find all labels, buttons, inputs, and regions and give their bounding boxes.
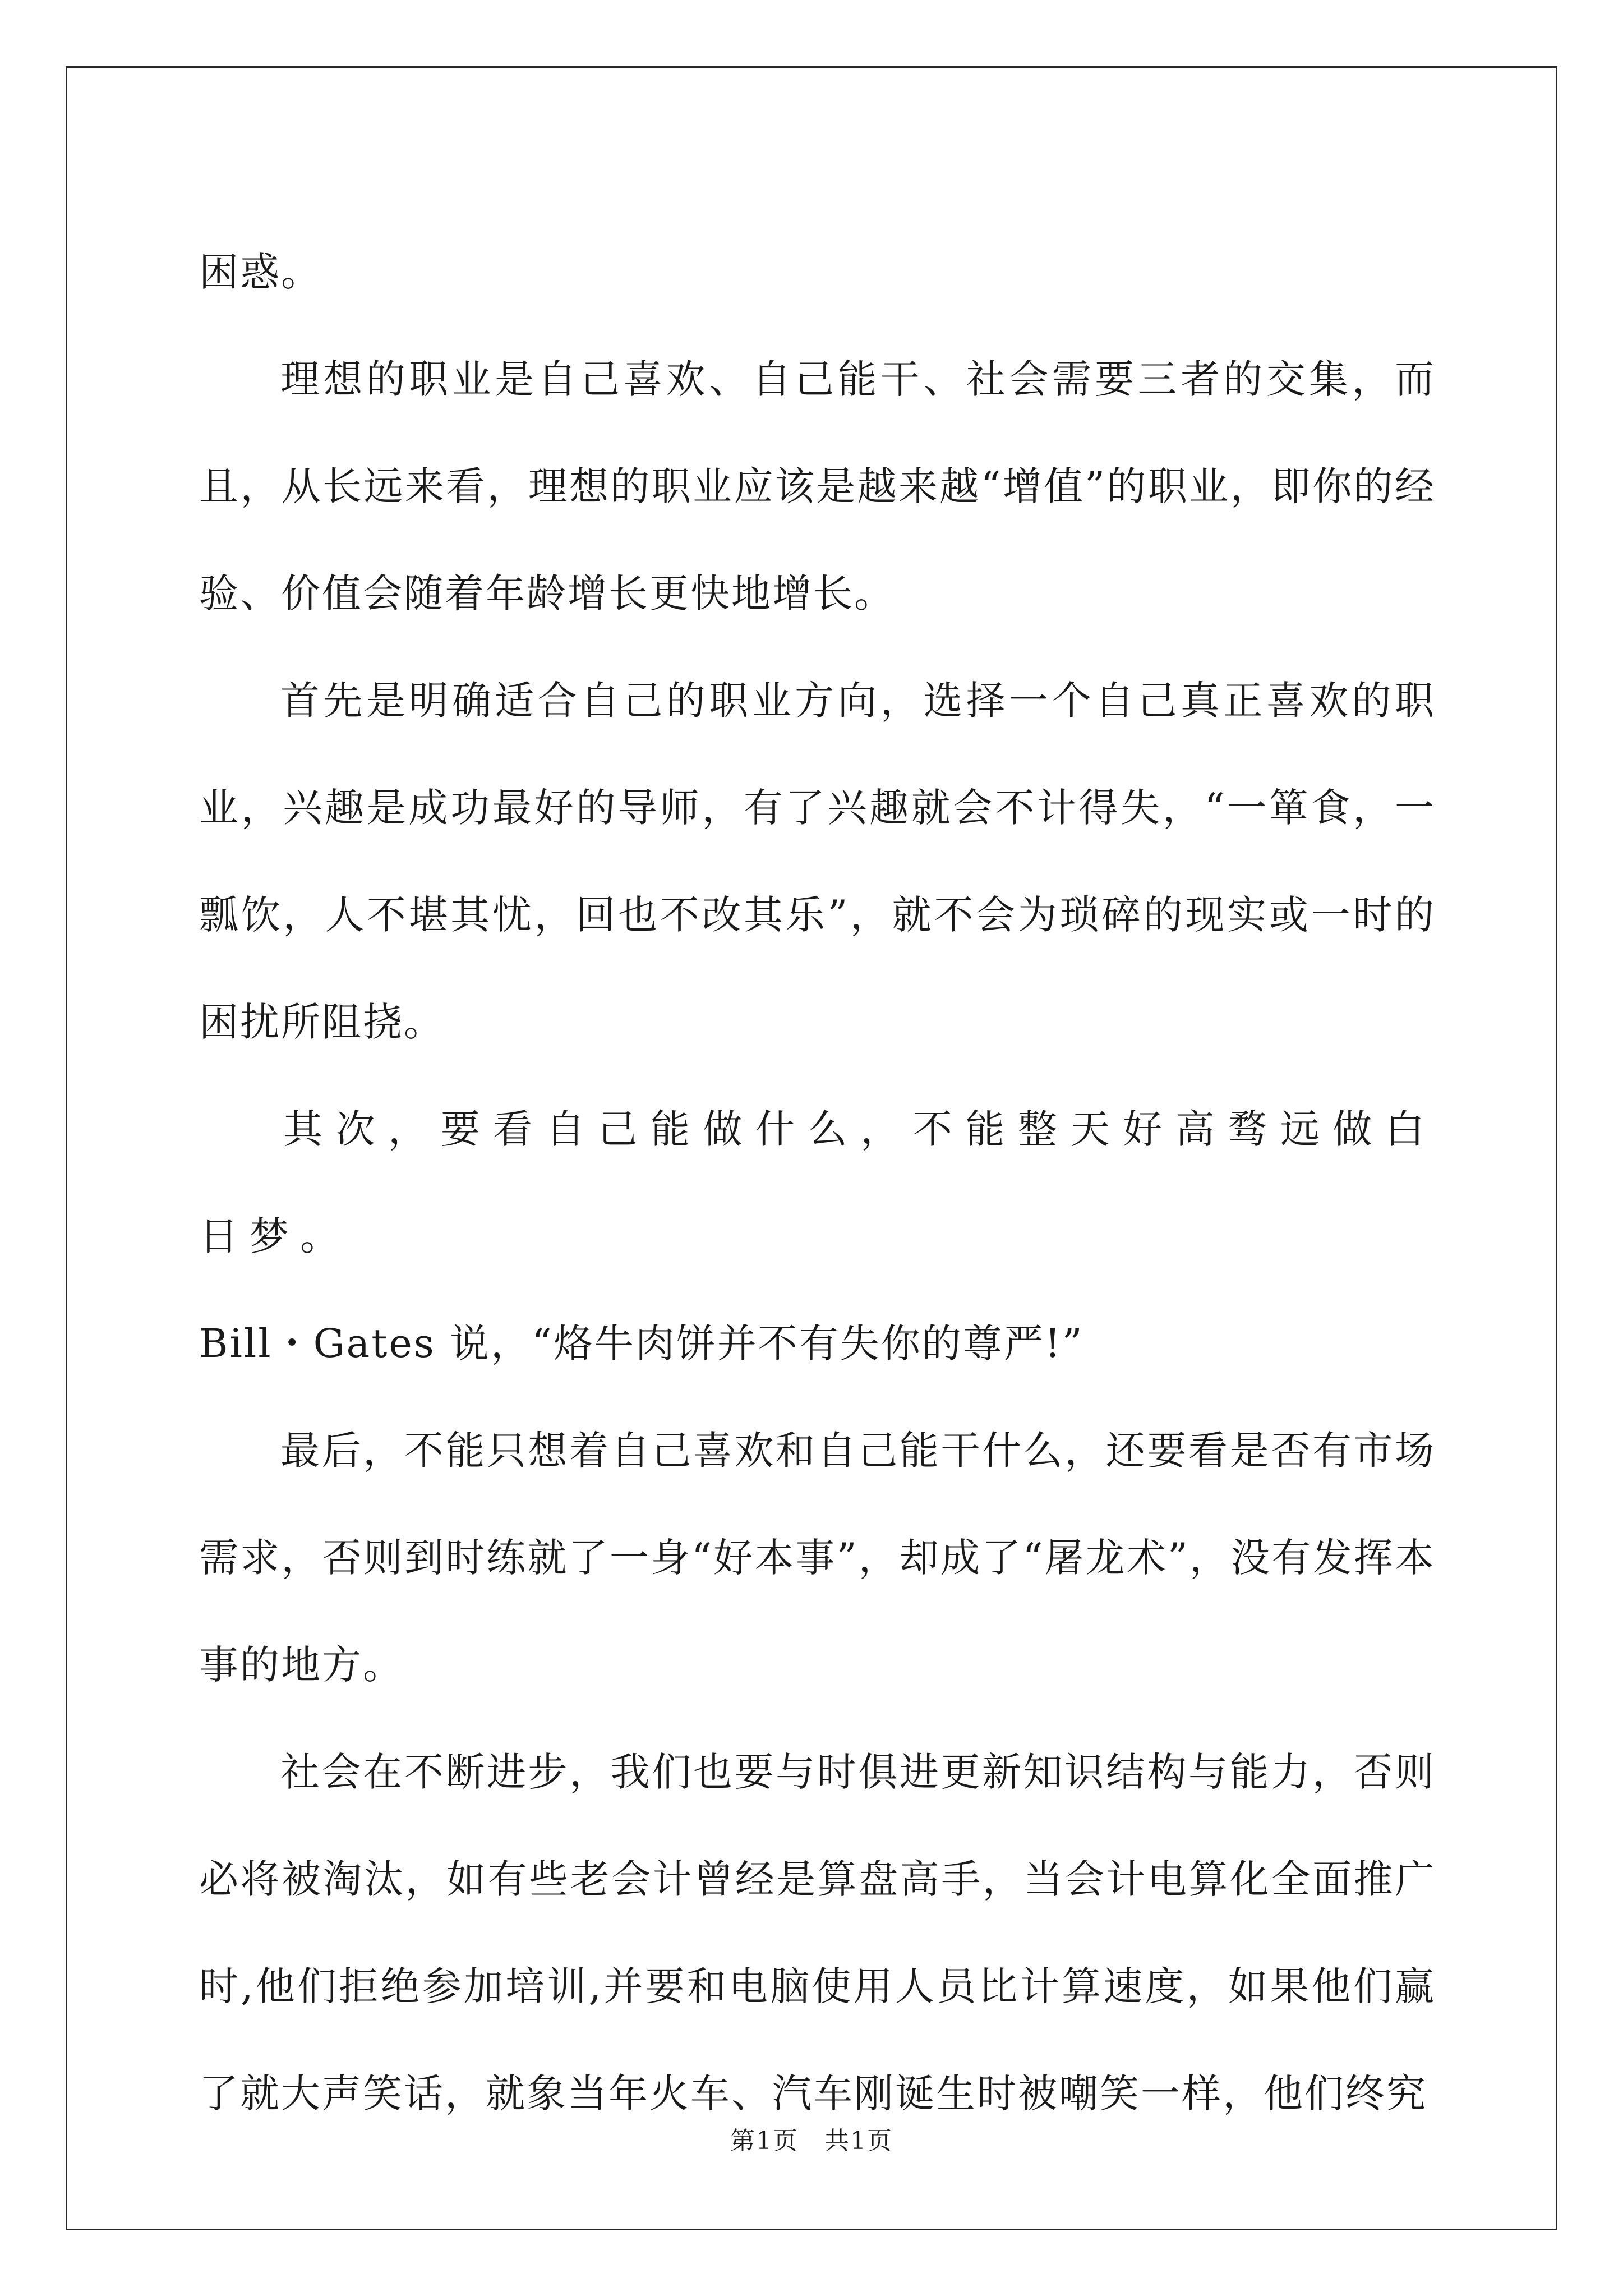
page-number-footer: 第1页 共1页 (730, 2127, 893, 2155)
paragraph: Bill・Gates 说，“烙牛肉饼并不有失你的尊严!” (199, 1320, 1084, 1366)
document-body (199, 219, 1436, 2147)
paragraph: 其次，要看自己能做什么，不能整天好高骛远做白日梦。 (199, 1106, 1436, 1259)
paragraph: 最后，不能只想着自己喜欢和自己能干什么，还要看是否有市场需求，否则到时练就了一身“好本事”，却成了“屠龙术”，没有发挥本事的地方。 (199, 1428, 1436, 1688)
paragraph: 首先是明确适合自己的职业方向，选择一个自己真正喜欢的职业，兴趣是成功最好的导师，有了兴趣就会不计得失，“一箪食，一瓢饮，人不堪其忧，回也不改其乐”，就不会为琐碎的现实或一时的困扰所阻挠。 (199, 678, 1436, 1045)
paragraph: 社会在不断进步，我们也要与时俱进更新知识结构与能力，否则必将被淘汰，如有些老会计曾经是算盘高手，当会计电算化全面推广时,他们拒绝参加培训,并要和电脑使用人员比计算速度，如果他们赢了就大声笑话，就象当年火车、汽车刚诞生时被嘲笑一样，他们终究 (199, 1749, 1436, 2116)
paragraph: 困惑。 (199, 249, 322, 295)
paragraph: 理想的职业是自己喜欢、自己能干、社会需要三者的交集，而且，从长远来看，理想的职业应该是越来越“增值”的职业，即你的经验、价值会随着年龄增长更快地增长。 (199, 356, 1436, 616)
